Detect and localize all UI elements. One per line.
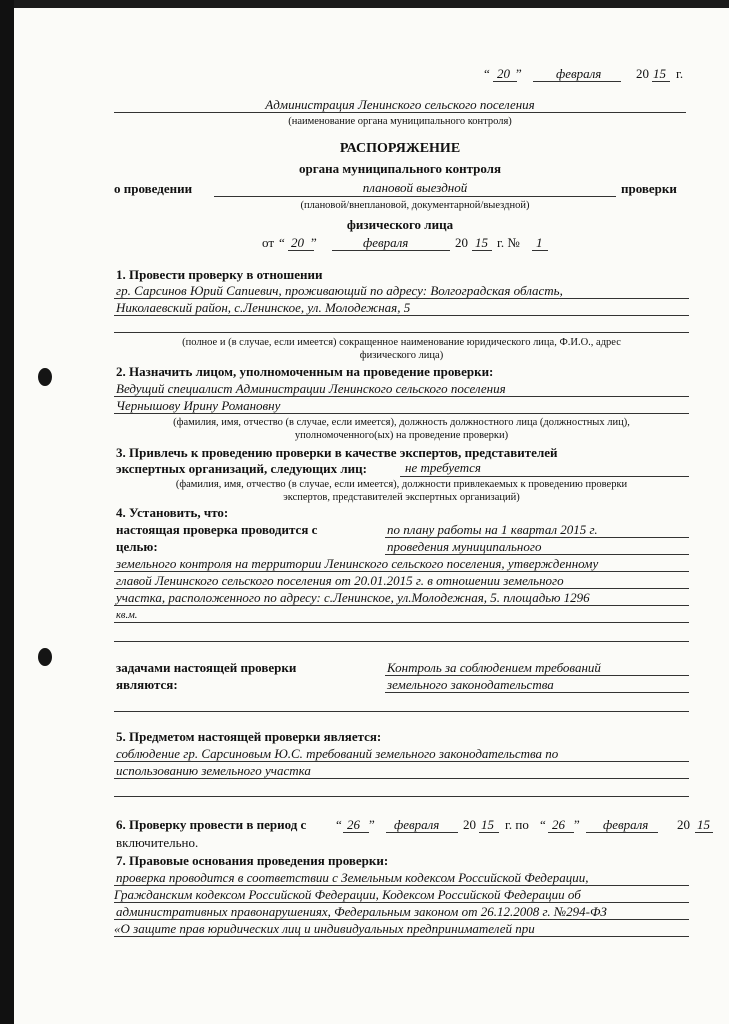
s4-goal-line1: по плану работы на 1 квартал 2015 г. [387, 522, 598, 537]
s2-heading: 2. Назначить лицом, уполномоченным на проведение проверки: [116, 364, 494, 379]
document-subtitle: органа муниципального контроля [298, 161, 502, 176]
s2-line1: Ведущий специалист Администрации Ленинского сельского поселения [116, 381, 506, 396]
s4-heading: 4. Установить, что: [116, 505, 229, 520]
order-number: 1 [536, 235, 543, 250]
scan-top-edge [0, 0, 729, 8]
s2-caption1: (фамилия, имя, отчество (в случае, если имеется), должность должностного лица (должностных лиц), [173, 417, 630, 428]
s3-heading1: 3. Привлечь к проведению проверки в качестве экспертов, представителей [116, 445, 558, 460]
s6-to-year: 15 [697, 817, 710, 832]
s4-goal-line6: кв.м. [116, 610, 138, 621]
document-page: “ 20 ” февраля 20 15 г. Администрация Ленинского сельского поселения (наименование органа муниципального контроля) РАСПОРЯЖЕНИЕ органа муниципального контроля о проведении плановой выездной проверки (плановой/внеплановой, документарной/выездной) физического лица от “ 20 ” февраля 20 15 г. № 1 1. Провести проверку в отношении гр. Сарсинов Юрий Сапиевич, проживающий по адресу: Волгоградская область, Николаевский район, с.Ленинское, ул. Молодежная, 5 (полное и (в случае, если имеется) сокращенное наименование юридического лица, Ф.И.О., адрес физического лица) 2. Назначить лицом, уполномоченным на проведение проверки: Ведущий специалист Администрации Ленинского сельского поселения Чернышову Ирину Романовну (фамилия, имя, отчество (в случае, если имеется), должность должностного лица (должностных лиц), уполномоченного(ых) на проведение проверки) 3. Привлечь к проведению проверки в качестве экспертов, представителей экспертных организаций, следующих лиц: не требуется (фамилия, имя, отчество (в случае, если имеется), должности привлекаемых к проведению проверки экспертов, представителей экспертных организаций) 4. Установить, что: настоящая проверка проводится с целью: по плану работы на 1 квартал 2015 г. проведения муниципального земельного контроля на территории Ленинского сельского поселения, утвержденному главой Ленинского сельского поселения от 20.01.2015 г. в отношении земельного участка, расположенного по адресу: с.Ленинское, ул.Молодежная, 5. площадью 1296 кв.м. задачами настоящей проверки являются: Контроль за соблюдением требований земельного законодательства 5. Предметом настоящей проверки является: соблюдение гр. Сарсиновым Ю.С. требований земельного законодательства по использованию земельного участка 6. Проверку провести в период с “ 26 ” февраля 20 15 г. по “ 26 ” февраля 20 15 включительно. 7. Правовые основания проведения проверки: проверка проводится в соответствии с Земельным кодексом Российской Федерации, Гражданским кодексом Российской Федерации, Кодексом Российской Федерации об административных правонарушениях, Федеральным законом от 26.12.2008 г. №294-ФЗ «О защите прав юридических лиц и индивидуальных предпринимателей при [0, 0, 729, 1024]
org-name: Администрация Ленинского сельского поселения [265, 97, 535, 112]
s6-from-month: февраля [394, 817, 440, 832]
s7-line4: «О защите прав юридических лиц и индивидуальных предпринимателей при [114, 921, 535, 936]
s1-caption1: (полное и (в случае, если имеется) сокращенное наименование юридического лица, Ф.И.О., адрес [182, 337, 621, 348]
punch-hole-bottom [38, 648, 52, 666]
s3-caption2: экспертов, представителей экспертных организаций) [283, 492, 520, 503]
s5-line2: использованию земельного участка [116, 763, 311, 778]
s4-tasks-label1: задачами настоящей проверки [116, 660, 297, 675]
s6-heading: 6. Проверку провести в период с [116, 817, 307, 832]
s7-line2: Гражданским кодексом Российской Федерации, Кодексом Российской Федерации об [114, 887, 581, 902]
s1-caption2: физического лица) [359, 350, 444, 361]
s6-from-day: 26 [347, 817, 360, 832]
s6-from-year: 15 [481, 817, 494, 832]
header-day: 20 [497, 66, 510, 81]
s5-line1: соблюдение гр. Сарсиновым Ю.С. требований земельного законодательства по [116, 746, 559, 761]
s3-caption1: (фамилия, имя, отчество (в случае, если имеется), должности привлекаемых к проведению проверки [175, 479, 628, 490]
order-month: февраля [363, 235, 409, 250]
s4-goal-line2: проведения муниципального [387, 539, 542, 554]
header-month: февраля [556, 66, 602, 81]
conduct-prefix: о проведении [114, 181, 193, 196]
s1-line2: Николаевский район, с.Ленинское, ул. Молодежная, 5 [116, 300, 411, 315]
s2-caption2: уполномоченного(ых) на проведение проверки) [294, 430, 509, 441]
s4-goal-line3: земельного контроля на территории Ленинского сельского поселения, утвержденному [116, 556, 599, 571]
s7-line3: административных правонарушениях, Федеральным законом от 26.12.2008 г. №294-ФЗ [116, 904, 607, 919]
s4-goal-label2: целью: [116, 539, 158, 554]
s6-to-day: 26 [552, 817, 565, 832]
header-year: 15 [653, 66, 666, 81]
s3-value: не требуется [405, 460, 481, 475]
s3-heading2: экспертных организаций, следующих лиц: [116, 461, 367, 476]
s2-line2: Чернышову Ирину Романовну [116, 398, 281, 413]
s4-goal-line5: участка, расположенного по адресу: с.Ленинское, ул.Молодежная, 5. площадью 1296 [116, 590, 590, 605]
conduct-type: плановой выездной [362, 180, 468, 195]
s6-tail: включительно. [116, 835, 199, 850]
s6-to-month: февраля [603, 817, 649, 832]
subject-kind: физического лица [346, 217, 454, 232]
s1-heading: 1. Провести проверку в отношении [116, 267, 323, 282]
s4-goal-line4: главой Ленинского сельского поселения от 20.01.2015 г. в отношении земельного [116, 573, 564, 588]
order-year: 15 [475, 235, 488, 250]
scan-left-edge [0, 0, 14, 1024]
s7-line1: проверка проводится в соответствии с Земельным кодексом Российской Федерации, [116, 870, 589, 885]
document-title: РАСПОРЯЖЕНИЕ [339, 141, 461, 156]
s5-heading: 5. Предметом настоящей проверки является: [116, 729, 382, 744]
conduct-suffix: проверки [621, 181, 677, 196]
s4-tasks-label2: являются: [116, 677, 178, 692]
punch-hole-top [38, 368, 52, 386]
s4-tasks-line2: земельного законодательства [387, 677, 554, 692]
org-caption: (наименование органа муниципального контроля) [288, 116, 512, 127]
s4-tasks-line1: Контроль за соблюдением требований [387, 660, 601, 675]
conduct-caption: (плановой/внеплановой, документарной/выездной) [300, 200, 530, 211]
order-day: 20 [291, 235, 304, 250]
s1-line1: гр. Сарсинов Юрий Сапиевич, проживающий по адресу: Волгоградская область, [116, 283, 563, 298]
s4-goal-label1: настоящая проверка проводится с [116, 522, 318, 537]
s7-heading: 7. Правовые основания проведения проверки: [116, 853, 389, 868]
